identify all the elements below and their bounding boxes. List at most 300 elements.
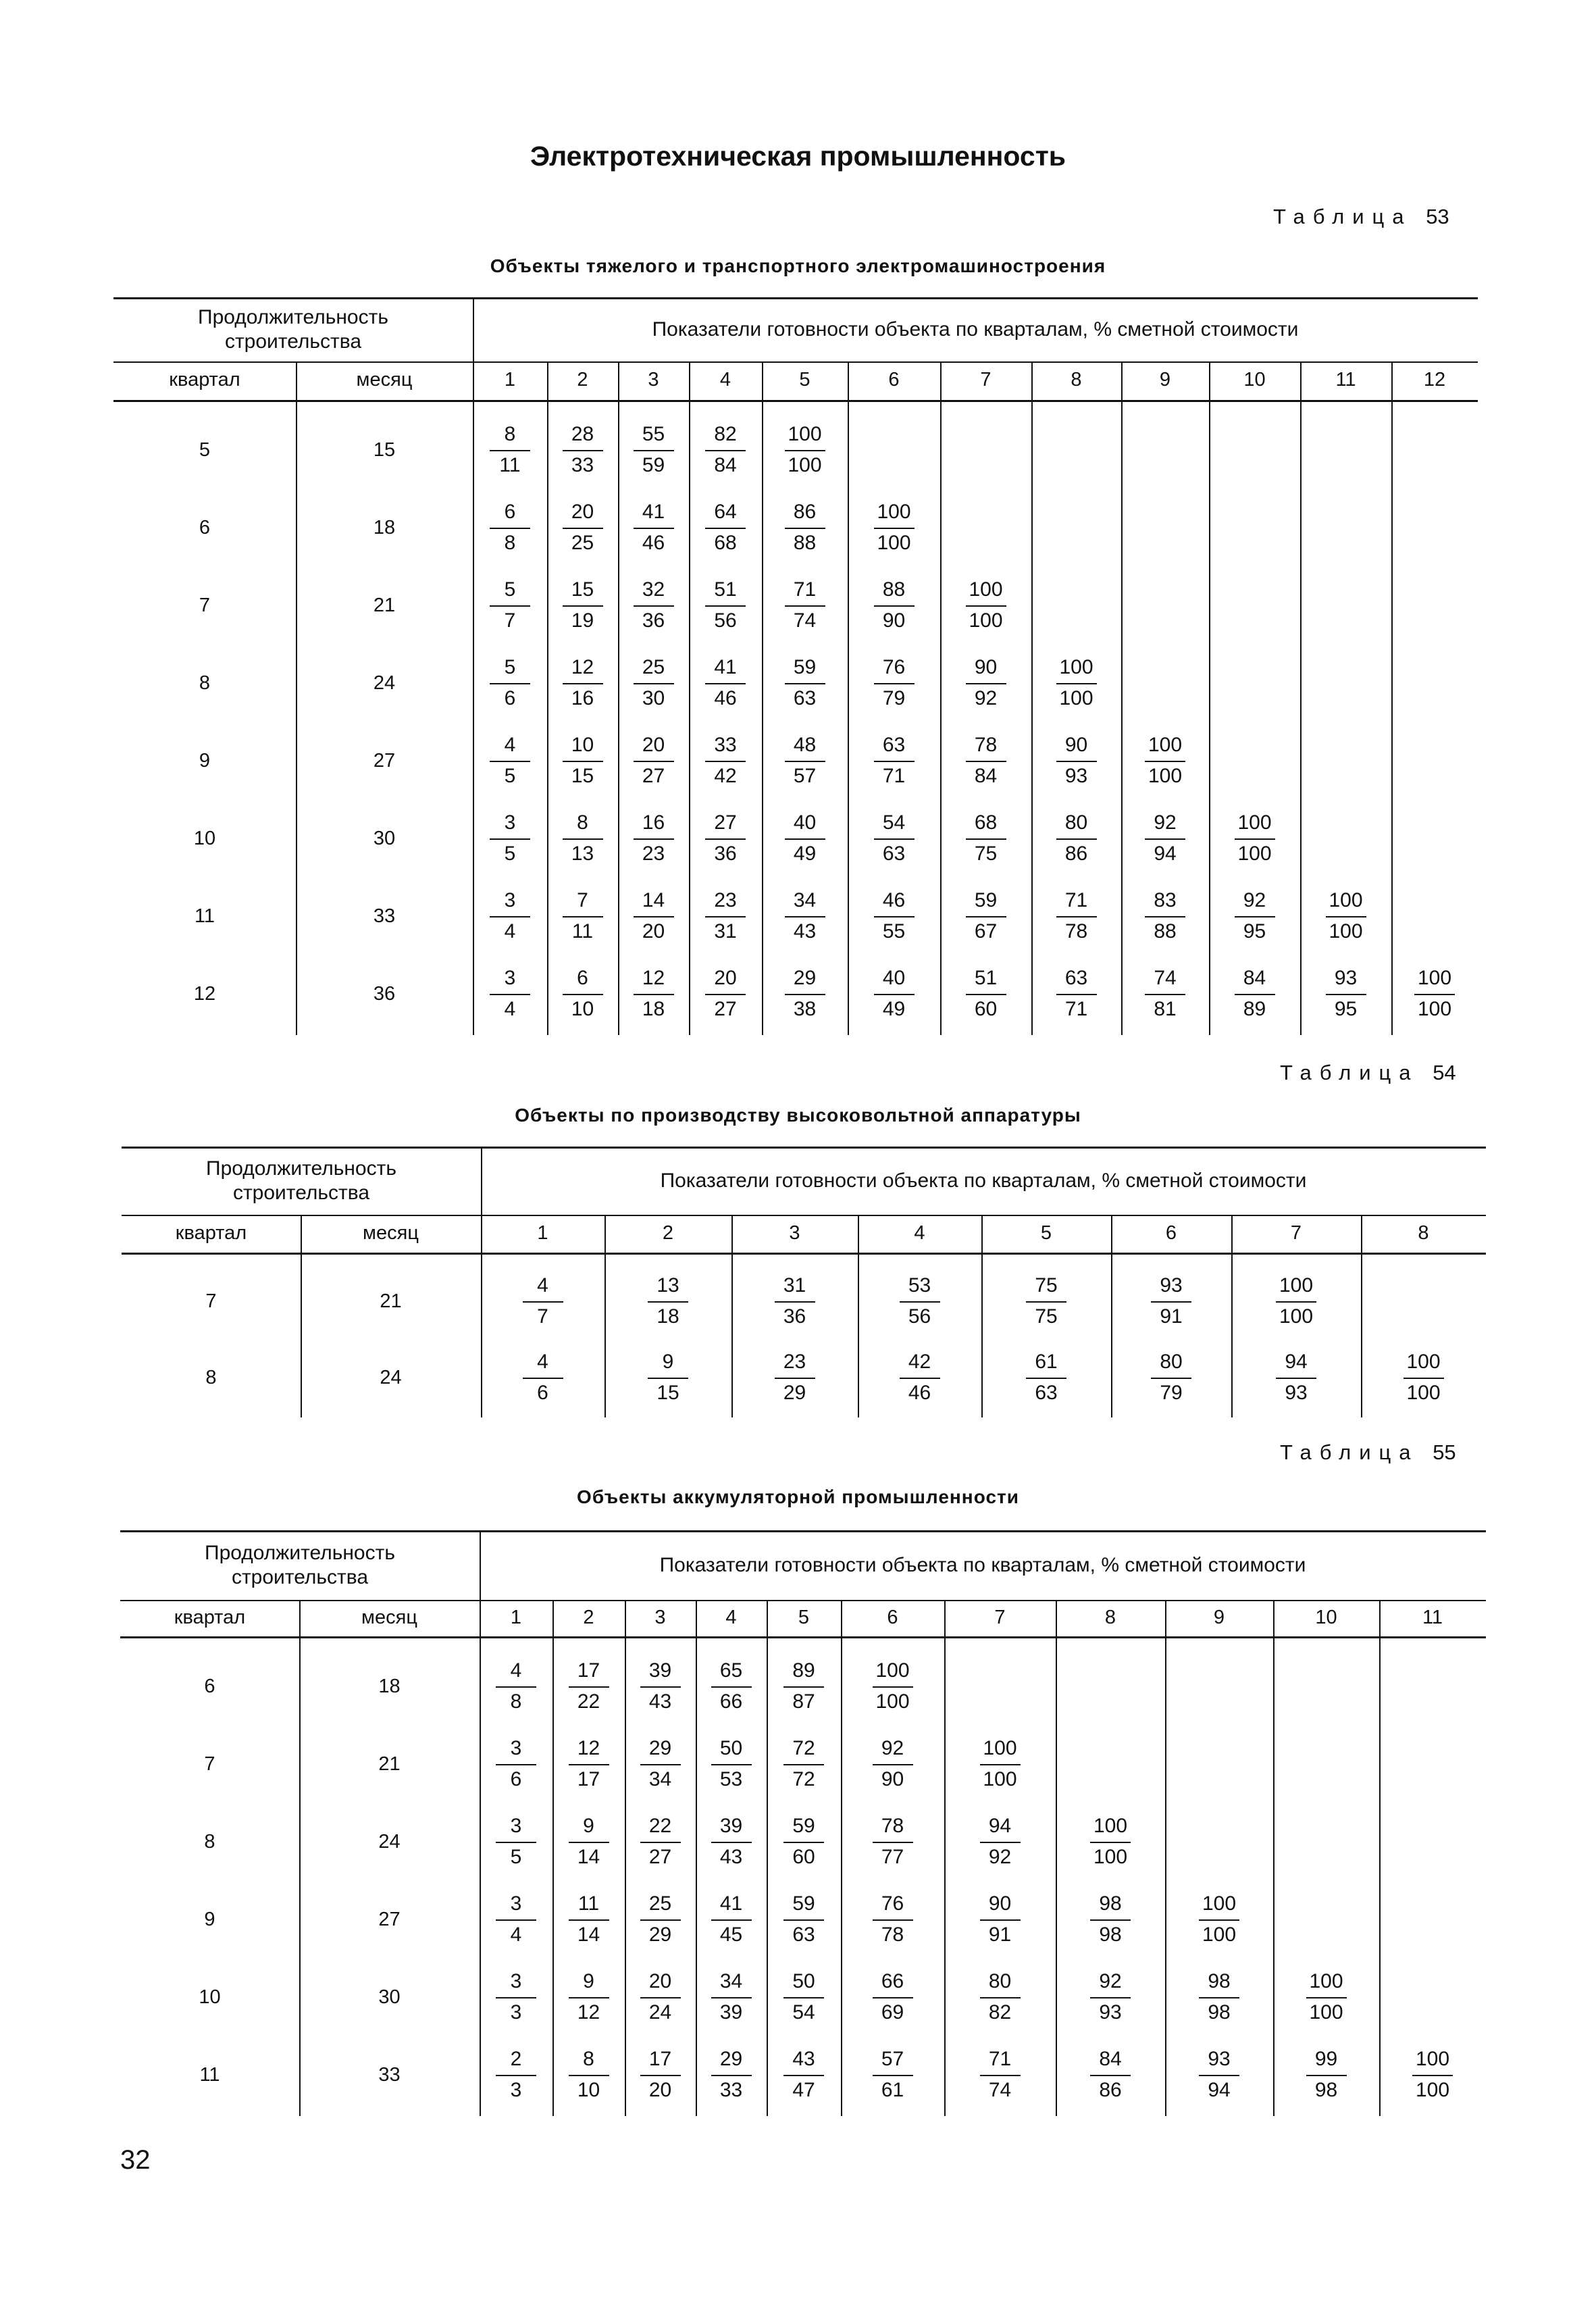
fraction-numerator: 4 [504, 734, 516, 756]
fraction-numerator: 3 [510, 1737, 522, 1759]
fraction-bar [634, 528, 674, 529]
fraction-bar [1414, 994, 1455, 995]
fraction-denominator: 84 [714, 454, 737, 476]
readiness-fraction [689, 963, 762, 1025]
fraction-denominator: 100 [983, 1768, 1017, 1790]
fraction-bar [873, 1686, 913, 1688]
fraction-denominator: 93 [1064, 765, 1088, 787]
fraction-numerator: 29 [719, 2048, 743, 2070]
readiness-fraction [1273, 1966, 1379, 2028]
fraction-bar [785, 761, 825, 762]
fraction-bar [1199, 1997, 1239, 1998]
fraction-denominator: 92 [988, 1846, 1012, 1868]
fraction-numerator: 92 [1099, 1970, 1122, 1992]
readiness-fraction [1111, 1347, 1231, 1409]
fraction-denominator: 89 [1243, 998, 1266, 1020]
row-quarter: 5 [199, 438, 211, 461]
fraction-bar [490, 450, 530, 451]
fraction-numerator: 3 [510, 1892, 522, 1915]
fraction-numerator: 40 [793, 811, 817, 834]
fraction-numerator: 31 [783, 1274, 806, 1297]
readiness-fraction [841, 2044, 944, 2106]
column-number: 7 [980, 369, 992, 391]
readiness-fraction [944, 1888, 1056, 1951]
fraction-denominator: 33 [571, 454, 594, 476]
fraction-denominator: 90 [881, 1768, 904, 1790]
fraction-bar [783, 1764, 824, 1765]
fraction-bar [775, 1301, 815, 1303]
fraction-bar [1326, 994, 1366, 995]
readiness-fraction [689, 730, 762, 792]
fraction-denominator: 7 [537, 1305, 548, 1328]
fraction-denominator: 46 [908, 1382, 931, 1404]
fraction-numerator: 4 [537, 1351, 548, 1373]
readiness-fraction [940, 574, 1031, 636]
fraction-denominator: 27 [642, 765, 665, 787]
readiness-fraction [940, 807, 1031, 870]
fraction-denominator: 38 [793, 998, 817, 1020]
fraction-numerator: 41 [714, 656, 737, 678]
table-label-number: 55 [1433, 1440, 1456, 1464]
fraction-denominator: 92 [974, 687, 998, 709]
readiness-fraction [762, 574, 848, 636]
fraction-numerator: 41 [642, 501, 665, 523]
fraction-denominator: 20 [642, 920, 665, 942]
fraction-denominator: 53 [719, 1768, 743, 1790]
readiness-fraction [689, 652, 762, 714]
month-header: месяц [361, 1606, 417, 1628]
readiness-fraction [767, 1966, 841, 2028]
fraction-numerator: 84 [1243, 967, 1266, 989]
fraction-bar [523, 1301, 563, 1303]
column-number: 6 [887, 1606, 898, 1628]
readiness-fraction [696, 1966, 767, 2028]
fraction-bar [634, 838, 674, 840]
row-month: 33 [373, 905, 396, 927]
fraction-bar [640, 1686, 681, 1688]
fraction-denominator: 78 [1064, 920, 1088, 942]
fraction-numerator: 20 [648, 1970, 672, 1992]
fraction-bar [1404, 1378, 1444, 1379]
fraction-numerator: 71 [1064, 889, 1088, 911]
fraction-bar [705, 528, 746, 529]
fraction-denominator: 36 [642, 609, 665, 632]
readiness-fraction [696, 1733, 767, 1795]
fraction-numerator: 68 [974, 811, 998, 834]
fraction-numerator: 66 [881, 1970, 904, 1992]
fraction-numerator: 20 [714, 967, 737, 989]
fraction-numerator: 100 [875, 1659, 910, 1682]
fraction-bar [900, 1378, 940, 1379]
fraction-numerator: 80 [988, 1970, 1012, 1992]
fraction-bar [1090, 1997, 1131, 1998]
readiness-fraction [473, 730, 547, 792]
fraction-numerator: 98 [1099, 1892, 1122, 1915]
fraction-bar [569, 1842, 609, 1843]
fraction-denominator: 68 [714, 532, 737, 554]
fraction-denominator: 34 [648, 1768, 672, 1790]
readiness-fraction [841, 1655, 944, 1717]
fraction-bar [648, 1301, 688, 1303]
column-number: 1 [510, 1606, 522, 1628]
fraction-denominator: 91 [1160, 1305, 1183, 1328]
fraction-numerator: 11 [577, 1892, 600, 1915]
fraction-numerator: 17 [648, 2048, 672, 2070]
table-55-caption: Объекты аккумуляторной промышленности [577, 1486, 1019, 1507]
fraction-bar [563, 605, 603, 607]
fraction-numerator: 4 [537, 1274, 548, 1297]
readiness-fraction [767, 2044, 841, 2106]
fraction-numerator: 25 [642, 656, 665, 678]
fraction-bar [1056, 683, 1097, 684]
fraction-bar [785, 683, 825, 684]
fraction-bar [785, 450, 825, 451]
column-number: 5 [799, 369, 810, 391]
row-quarter: 8 [204, 1830, 215, 1853]
fraction-bar [711, 1842, 752, 1843]
fraction-bar [873, 1842, 913, 1843]
fraction-denominator: 43 [793, 920, 817, 942]
fraction-bar [490, 994, 530, 995]
duration-header: Продолжительность строительства [198, 305, 388, 353]
fraction-bar [980, 1919, 1021, 1921]
column-number: 2 [583, 1606, 594, 1628]
readiness-fraction [1056, 1888, 1165, 1951]
table-53-caption: Объекты тяжелого и транспортного электромашиностроения [490, 255, 1106, 276]
fraction-bar [874, 683, 915, 684]
fraction-numerator: 46 [882, 889, 906, 911]
fraction-bar [874, 838, 915, 840]
fraction-numerator: 9 [583, 1815, 594, 1837]
fraction-bar [569, 1686, 609, 1688]
readiness-fraction [944, 2044, 1056, 2106]
fraction-numerator: 89 [792, 1659, 815, 1682]
fraction-denominator: 5 [504, 842, 516, 865]
column-number: 8 [1104, 1606, 1116, 1628]
readiness-fraction [473, 963, 547, 1025]
readiness-fraction [625, 1888, 696, 1951]
fraction-numerator: 100 [1415, 2048, 1450, 2070]
fraction-denominator: 63 [1035, 1382, 1058, 1404]
readiness-fraction [767, 1888, 841, 1951]
fraction-numerator: 41 [719, 1892, 743, 1915]
row-month: 21 [373, 594, 396, 616]
fraction-denominator: 46 [714, 687, 737, 709]
fraction-denominator: 3 [510, 2001, 522, 2023]
fraction-numerator: 59 [793, 656, 817, 678]
fraction-bar [563, 683, 603, 684]
fraction-denominator: 63 [793, 687, 817, 709]
readiness-fraction [848, 807, 940, 870]
fraction-numerator: 100 [1148, 734, 1183, 756]
fraction-denominator: 6 [537, 1382, 548, 1404]
fraction-bar [705, 605, 746, 607]
fraction-denominator: 75 [1035, 1305, 1058, 1328]
fraction-bar [874, 528, 915, 529]
readiness-fraction [547, 574, 618, 636]
fraction-denominator: 61 [881, 2079, 904, 2101]
fraction-numerator: 59 [792, 1892, 815, 1915]
fraction-bar [873, 2075, 913, 2076]
fraction-numerator: 100 [1309, 1970, 1343, 1992]
row-quarter: 8 [199, 672, 211, 694]
readiness-fraction [1031, 885, 1121, 947]
fraction-numerator: 50 [719, 1737, 743, 1759]
fraction-denominator: 66 [719, 1690, 743, 1713]
readiness-fraction [618, 419, 689, 481]
fraction-numerator: 92 [1154, 811, 1177, 834]
fraction-numerator: 100 [1417, 967, 1452, 989]
fraction-bar [1145, 994, 1185, 995]
readiness-fraction [1111, 1270, 1231, 1332]
fraction-denominator: 13 [571, 842, 594, 865]
column-number: 3 [648, 369, 659, 391]
fraction-denominator: 87 [792, 1690, 815, 1713]
row-month: 18 [373, 516, 396, 538]
fraction-bar [640, 1764, 681, 1765]
fraction-numerator: 39 [719, 1815, 743, 1837]
fraction-denominator: 33 [719, 2079, 743, 2101]
fraction-bar [490, 838, 530, 840]
fraction-denominator: 36 [783, 1305, 806, 1328]
readiness-fraction [1165, 1888, 1273, 1951]
readiness-fraction [1361, 1347, 1486, 1409]
fraction-numerator: 72 [792, 1737, 815, 1759]
fraction-bar [563, 450, 603, 451]
table-label-word: Таблица [1273, 205, 1412, 228]
readiness-fraction [552, 1811, 625, 1873]
readiness-fraction [848, 885, 940, 947]
fraction-bar [1326, 916, 1366, 917]
fraction-numerator: 57 [881, 2048, 904, 2070]
fraction-denominator: 14 [577, 1846, 600, 1868]
readiness-fraction [604, 1347, 731, 1409]
readiness-fraction [762, 497, 848, 559]
readiness-fraction [625, 2044, 696, 2106]
column-number: 4 [914, 1222, 925, 1244]
readiness-fraction [1121, 730, 1209, 792]
fraction-numerator: 3 [504, 967, 516, 989]
readiness-fraction [848, 574, 940, 636]
readiness-fraction [625, 1733, 696, 1795]
fraction-bar [705, 761, 746, 762]
row-month: 24 [380, 1366, 402, 1388]
row-quarter: 8 [205, 1366, 217, 1388]
fraction-numerator: 59 [974, 889, 998, 911]
fraction-bar [705, 683, 746, 684]
fraction-numerator: 93 [1160, 1274, 1183, 1297]
fraction-bar [1306, 2075, 1347, 2076]
fraction-denominator: 15 [657, 1382, 679, 1404]
column-number: 11 [1335, 369, 1356, 391]
fraction-numerator: 55 [642, 423, 665, 445]
fraction-denominator: 14 [577, 1923, 600, 1946]
fraction-bar [496, 1764, 536, 1765]
fraction-numerator: 8 [504, 423, 516, 445]
row-quarter: 10 [199, 1986, 221, 2008]
fraction-denominator: 79 [882, 687, 906, 709]
fraction-numerator: 93 [1334, 967, 1358, 989]
fraction-bar [873, 1997, 913, 1998]
readiness-fraction [696, 1811, 767, 1873]
fraction-denominator: 5 [510, 1846, 522, 1868]
readiness-fraction [1121, 807, 1209, 870]
fraction-bar [775, 1378, 815, 1379]
readiness-fraction [1300, 963, 1391, 1025]
fraction-denominator: 79 [1160, 1382, 1183, 1404]
fraction-denominator: 49 [882, 998, 906, 1020]
readiness-fraction [944, 1733, 1056, 1795]
fraction-numerator: 92 [1243, 889, 1266, 911]
fraction-denominator: 4 [504, 920, 516, 942]
row-month: 18 [378, 1675, 401, 1697]
fraction-bar [711, 2075, 752, 2076]
readiness-fraction [625, 1655, 696, 1717]
fraction-bar [1090, 1919, 1131, 1921]
fraction-numerator: 14 [642, 889, 665, 911]
fraction-numerator: 100 [969, 578, 1003, 601]
fraction-denominator: 71 [1064, 998, 1088, 1020]
readiness-fraction [473, 574, 547, 636]
fraction-bar [873, 1919, 913, 1921]
fraction-numerator: 51 [974, 967, 998, 989]
column-number: 10 [1315, 1606, 1337, 1628]
fraction-bar [785, 528, 825, 529]
fraction-denominator: 23 [642, 842, 665, 865]
fraction-denominator: 81 [1154, 998, 1177, 1020]
fraction-numerator: 34 [719, 1970, 743, 1992]
row-month: 27 [373, 749, 396, 772]
readiness-fraction [1056, 1966, 1165, 2028]
readiness-fraction [1300, 885, 1391, 947]
fraction-bar [980, 1997, 1021, 1998]
fraction-bar [1235, 916, 1275, 917]
fraction-numerator: 17 [577, 1659, 600, 1682]
fraction-numerator: 12 [642, 967, 665, 989]
fraction-numerator: 80 [1064, 811, 1088, 834]
col-rule [1273, 1600, 1275, 2116]
fraction-bar [1151, 1378, 1191, 1379]
fraction-denominator: 63 [792, 1923, 815, 1946]
readiness-fraction [473, 885, 547, 947]
readiness-fraction [940, 963, 1031, 1025]
column-head-rule [122, 1253, 1486, 1255]
readiness-fraction [940, 730, 1031, 792]
fraction-numerator: 10 [571, 734, 594, 756]
fraction-numerator: 16 [642, 811, 665, 834]
fraction-numerator: 28 [571, 423, 594, 445]
column-number: 1 [537, 1222, 548, 1244]
column-number: 8 [1418, 1222, 1429, 1244]
readiness-fraction [473, 419, 547, 481]
readiness-fraction [981, 1270, 1111, 1332]
readiness-fraction [696, 1655, 767, 1717]
fraction-numerator: 5 [504, 578, 516, 601]
readiness-fraction [696, 1888, 767, 1951]
fraction-numerator: 76 [881, 1892, 904, 1915]
row-quarter: 12 [193, 982, 216, 1005]
table-label-word: Таблица [1280, 1440, 1419, 1464]
row-quarter: 10 [193, 827, 216, 849]
table-label-number: 53 [1426, 205, 1449, 228]
fraction-denominator: 4 [510, 1923, 522, 1946]
fraction-numerator: 50 [792, 1970, 815, 1992]
fraction-denominator: 91 [988, 1923, 1012, 1946]
fraction-numerator: 34 [793, 889, 817, 911]
readiness-fraction [940, 885, 1031, 947]
fraction-numerator: 40 [882, 967, 906, 989]
readiness-fraction [1031, 730, 1121, 792]
duration-header: Продолжительность строительства [206, 1157, 396, 1204]
fraction-bar [1276, 1301, 1316, 1303]
fraction-bar [783, 1686, 824, 1688]
fraction-numerator: 83 [1154, 889, 1177, 911]
page-number: 32 [120, 2145, 151, 2175]
fraction-bar [705, 916, 746, 917]
readiness-fraction [480, 1888, 552, 1951]
fraction-bar [966, 761, 1006, 762]
readiness-fraction [858, 1270, 981, 1332]
fraction-denominator: 27 [714, 998, 737, 1020]
readiness-fraction [1209, 963, 1300, 1025]
fraction-bar [563, 528, 603, 529]
readiness-fraction [480, 1733, 552, 1795]
fraction-denominator: 19 [571, 609, 594, 632]
fraction-bar [563, 761, 603, 762]
readiness-fraction [762, 963, 848, 1025]
fraction-bar [873, 1764, 913, 1765]
fraction-numerator: 7 [577, 889, 588, 911]
readiness-fraction [1056, 2044, 1165, 2106]
row-quarter: 6 [199, 516, 211, 538]
fraction-bar [966, 994, 1006, 995]
fraction-numerator: 20 [642, 734, 665, 756]
fraction-bar [496, 2075, 536, 2076]
fraction-denominator: 63 [882, 842, 906, 865]
col-rule [1379, 1600, 1381, 2116]
fraction-numerator: 100 [1279, 1274, 1314, 1297]
fraction-denominator: 100 [788, 454, 822, 476]
readiness-fraction [552, 1733, 625, 1795]
fraction-denominator: 86 [1064, 842, 1088, 865]
readiness-fraction [689, 885, 762, 947]
readiness-fraction [547, 807, 618, 870]
fraction-denominator: 74 [988, 2079, 1012, 2101]
readiness-fraction [618, 807, 689, 870]
fraction-bar [785, 916, 825, 917]
fraction-numerator: 13 [657, 1274, 679, 1297]
page-title: Электротехническая промышленность [530, 141, 1066, 172]
column-number: 5 [1040, 1222, 1052, 1244]
fraction-bar [496, 1997, 536, 1998]
fraction-denominator: 55 [882, 920, 906, 942]
fraction-bar [1235, 838, 1275, 840]
fraction-denominator: 78 [881, 1923, 904, 1946]
row-month: 33 [378, 2063, 401, 2086]
fraction-numerator: 29 [793, 967, 817, 989]
readiness-fraction [547, 497, 618, 559]
readiness-fraction [1121, 885, 1209, 947]
readiness-fraction [473, 497, 547, 559]
readiness-fraction [547, 885, 618, 947]
row-quarter: 9 [199, 749, 211, 772]
fraction-denominator: 57 [793, 765, 817, 787]
readiness-fraction [1121, 963, 1209, 1025]
row-quarter: 11 [194, 905, 215, 927]
fraction-bar [874, 761, 915, 762]
fraction-numerator: 84 [1099, 2048, 1122, 2070]
fraction-denominator: 100 [875, 1690, 910, 1713]
